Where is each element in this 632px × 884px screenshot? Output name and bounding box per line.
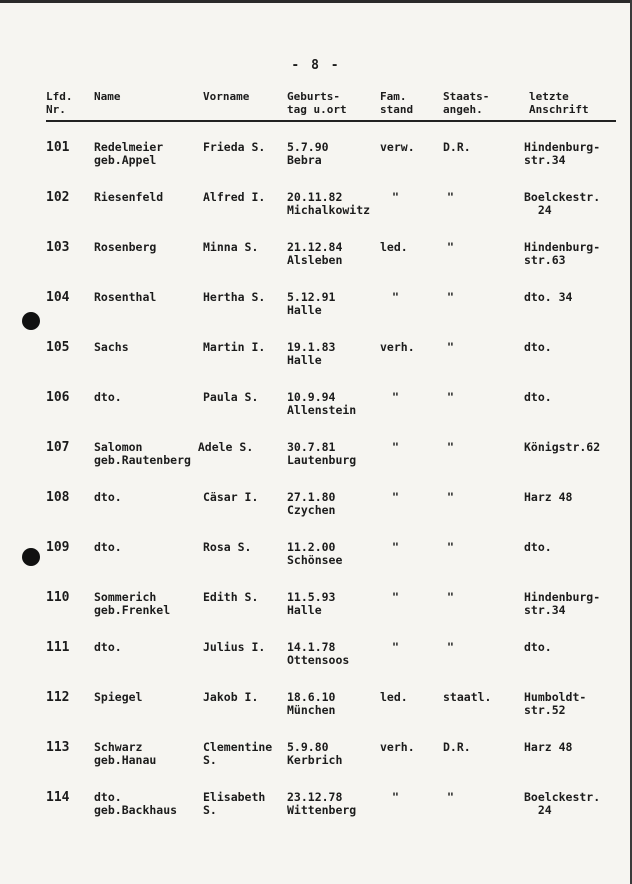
row-anschrift: dto. [524, 340, 552, 354]
row-staatsangehoerigkeit: " [447, 190, 454, 204]
row-anschrift: Hindenburg- str.34 [524, 590, 601, 617]
row-number: 103 [46, 240, 70, 255]
row-vorname: Minna S. [203, 240, 259, 254]
row-staatsangehoerigkeit: " [447, 540, 454, 554]
row-name: dto. [94, 390, 122, 404]
table-row [0, 441, 632, 489]
row-familienstand: verw. [380, 140, 415, 154]
header-name: Name [94, 90, 121, 103]
row-geburt: 27.1.80 Czychen [287, 490, 336, 517]
row-number: 113 [46, 740, 70, 755]
row-geburt: 10.9.94 Allenstein [287, 390, 357, 417]
row-name: Riesenfeld [94, 190, 164, 204]
row-number: 107 [46, 440, 70, 455]
table-row [0, 541, 632, 589]
row-familienstand: " [392, 590, 399, 604]
row-anschrift: Boelckestr. 24 [524, 790, 601, 817]
row-vorname: Elisabeth S. [203, 790, 266, 817]
row-staatsangehoerigkeit: D.R. [443, 740, 471, 754]
row-anschrift: Boelckestr. 24 [524, 190, 601, 217]
row-number: 112 [46, 690, 70, 705]
row-vorname: Frieda S. [203, 140, 266, 154]
row-name: Rosenthal [94, 290, 157, 304]
header-anschrift: letzte Anschrift [529, 90, 589, 116]
row-number: 102 [46, 190, 70, 205]
table-row [0, 391, 632, 439]
header-rule [46, 120, 616, 122]
row-number: 110 [46, 590, 70, 605]
row-staatsangehoerigkeit: " [447, 390, 454, 404]
row-familienstand: " [392, 440, 399, 454]
row-geburt: 23.12.78 Wittenberg [287, 790, 357, 817]
table-row [0, 241, 632, 289]
row-number: 101 [46, 140, 70, 155]
row-geburt: 5.12.91 Halle [287, 290, 336, 317]
row-staatsangehoerigkeit: " [447, 590, 454, 604]
table-row [0, 341, 632, 389]
punch-hole [22, 548, 40, 566]
header-fam: Fam. stand [380, 90, 414, 116]
row-name: dto. [94, 490, 122, 504]
row-vorname: Alfred I. [203, 190, 266, 204]
row-staatsangehoerigkeit: D.R. [443, 140, 471, 154]
table-row [0, 191, 632, 239]
table-row [0, 141, 632, 189]
row-staatsangehoerigkeit: " [447, 640, 454, 654]
row-familienstand: " [392, 390, 399, 404]
row-vorname: Hertha S. [203, 290, 266, 304]
row-vorname: Paula S. [203, 390, 259, 404]
row-anschrift: dto. 34 [524, 290, 573, 304]
row-number: 104 [46, 290, 70, 305]
row-familienstand: " [392, 490, 399, 504]
row-anschrift: dto. [524, 640, 552, 654]
row-number: 108 [46, 490, 70, 505]
row-name: dto. [94, 540, 122, 554]
row-staatsangehoerigkeit: " [447, 340, 454, 354]
row-vorname: Clementine S. [203, 740, 273, 767]
row-staatsangehoerigkeit: staatl. [443, 690, 492, 704]
row-geburt: 5.7.90 Bebra [287, 140, 329, 167]
row-name: Sommerich geb.Frenkel [94, 590, 171, 617]
row-geburt: 20.11.82 Michalkowitz [287, 190, 371, 217]
row-geburt: 5.9.80 Kerbrich [287, 740, 343, 767]
row-staatsangehoerigkeit: " [447, 290, 454, 304]
row-familienstand: verh. [380, 740, 415, 754]
row-anschrift: Hindenburg- str.34 [524, 140, 601, 167]
table-row [0, 591, 632, 639]
row-anschrift: dto. [524, 390, 552, 404]
row-number: 109 [46, 540, 70, 555]
header-geburt: Geburts- tag u.ort [287, 90, 347, 116]
page-number: - 8 - [291, 58, 341, 73]
row-familienstand: verh. [380, 340, 415, 354]
row-geburt: 18.6.10 München [287, 690, 336, 717]
row-vorname: Rosa S. [203, 540, 252, 554]
row-number: 105 [46, 340, 70, 355]
row-name: Redelmeier geb.Appel [94, 140, 164, 167]
row-familienstand: led. [380, 240, 408, 254]
row-geburt: 14.1.78 Ottensoos [287, 640, 350, 667]
row-vorname: Martin I. [203, 340, 266, 354]
row-number: 111 [46, 640, 70, 655]
row-familienstand: " [392, 790, 399, 804]
table-row [0, 641, 632, 689]
row-familienstand: " [392, 290, 399, 304]
row-anschrift: Humboldt- str.52 [524, 690, 587, 717]
row-name: dto. [94, 640, 122, 654]
row-anschrift: Harz 48 [524, 490, 573, 504]
row-anschrift: Königstr.62 [524, 440, 601, 454]
row-vorname: Cäsar I. [203, 490, 259, 504]
row-staatsangehoerigkeit: " [447, 790, 454, 804]
row-name: Salomon Adele S. geb.Rautenberg [94, 440, 254, 467]
row-vorname: Jakob I. [203, 690, 259, 704]
row-name: Rosenberg [94, 240, 157, 254]
row-familienstand: led. [380, 690, 408, 704]
row-geburt: 11.5.93 Halle [287, 590, 336, 617]
row-name: Schwarz geb.Hanau [94, 740, 157, 767]
row-familienstand: " [392, 190, 399, 204]
row-familienstand: " [392, 640, 399, 654]
header-staat: Staats- angeh. [443, 90, 490, 116]
row-geburt: 30.7.81 Lautenburg [287, 440, 357, 467]
row-number: 106 [46, 390, 70, 405]
table-row [0, 691, 632, 739]
header-vorname: Vorname [203, 90, 250, 103]
row-geburt: 11.2.00 Schönsee [287, 540, 343, 567]
row-anschrift: Hindenburg- str.63 [524, 240, 601, 267]
scan-edge-top [0, 0, 632, 3]
row-name: Spiegel [94, 690, 143, 704]
row-familienstand: " [392, 540, 399, 554]
row-geburt: 19.1.83 Halle [287, 340, 336, 367]
row-staatsangehoerigkeit: " [447, 240, 454, 254]
row-name: Sachs [94, 340, 129, 354]
row-anschrift: dto. [524, 540, 552, 554]
table-row [0, 741, 632, 789]
row-staatsangehoerigkeit: " [447, 490, 454, 504]
row-vorname: Edith S. [203, 590, 259, 604]
row-anschrift: Harz 48 [524, 740, 573, 754]
row-staatsangehoerigkeit: " [447, 440, 454, 454]
punch-hole [22, 312, 40, 330]
row-number: 114 [46, 790, 70, 805]
table-row [0, 291, 632, 339]
table-row [0, 491, 632, 539]
table-row [0, 791, 632, 839]
row-vorname: Julius I. [203, 640, 266, 654]
row-geburt: 21.12.84 Alsleben [287, 240, 343, 267]
header-lfd: Lfd. Nr. [46, 90, 73, 116]
row-name: dto. geb.Backhaus [94, 790, 178, 817]
